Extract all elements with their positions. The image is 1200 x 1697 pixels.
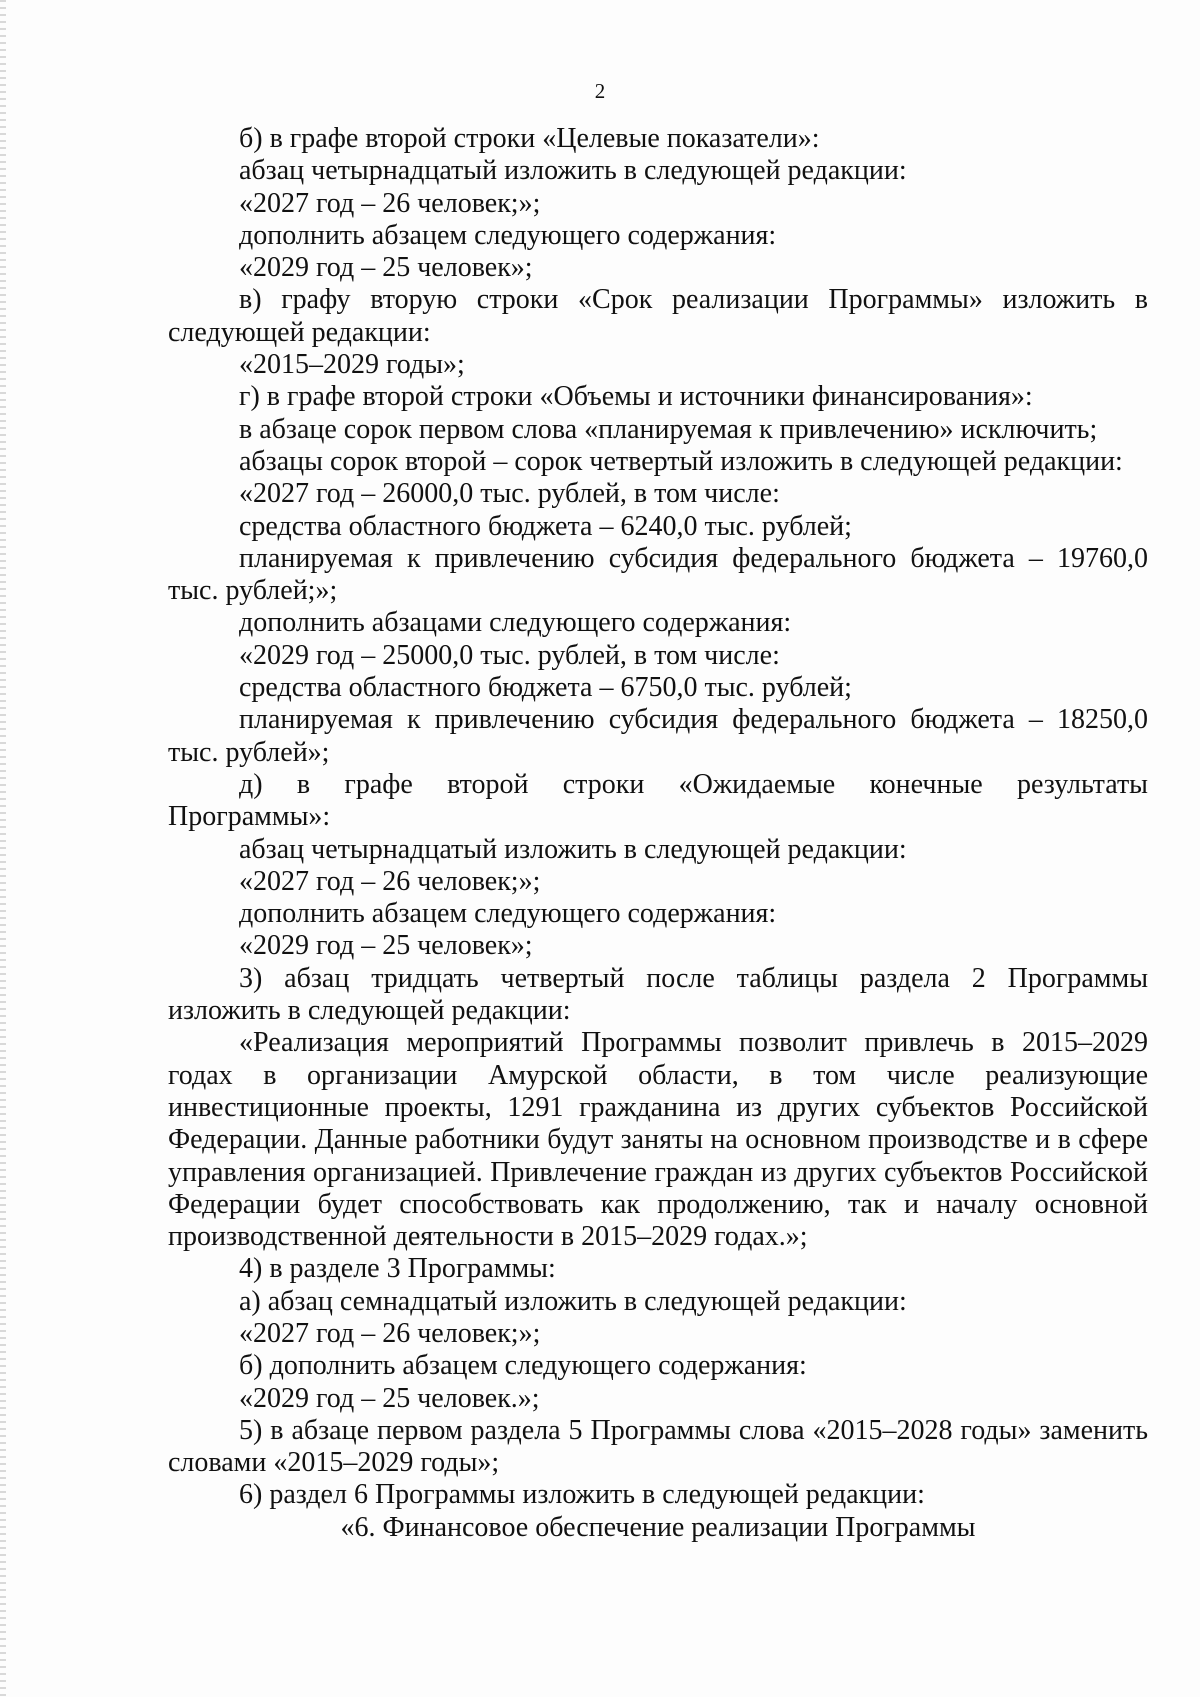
paragraph: «2027 год – 26 человек;»; (239, 1317, 541, 1349)
paragraph: средства областного бюджета – 6750,0 тыс. рублей; (239, 672, 852, 704)
paragraph: абзац четырнадцатый изложить в следующей редакции: (239, 833, 907, 865)
paragraph: а) абзац семнадцатый изложить в следующей редакции: (239, 1285, 907, 1317)
paragraph: д) в графе второй строки «Ожидаемые конечные результаты Программы»: (168, 768, 1148, 833)
paragraph: «2029 год – 25 человек»; (239, 930, 533, 962)
paragraph: б) дополнить абзацем следующего содержания: (239, 1350, 807, 1382)
paragraph: дополнить абзацами следующего содержания: (239, 607, 792, 639)
paragraph: б) в графе второй строки «Целевые показатели»: (239, 123, 820, 154)
paragraph: «2027 год – 26 человек;»; (239, 187, 541, 219)
paragraph: 6) раздел 6 Программы изложить в следующей редакции: (239, 1479, 925, 1511)
paragraph: «2027 год – 26 человек;»; (239, 865, 541, 897)
scan-edge-marks (0, 0, 6, 1697)
paragraph: абзацы сорок второй – сорок четвертый изложить в следующей редакции: (239, 445, 1123, 477)
paragraph: средства областного бюджета – 6240,0 тыс. рублей; (239, 510, 852, 542)
paragraph: дополнить абзацем следующего содержания: (239, 898, 777, 930)
page-number: 2 (594, 79, 606, 103)
paragraph: планируемая к привлечению субсидия федерального бюджета – 19760,0 тыс. рублей;»; (168, 542, 1148, 607)
paragraph: «2029 год – 25000,0 тыс. рублей, в том числе: (239, 639, 780, 671)
paragraph: в) графу вторую строки «Срок реализации Программы» изложить в следующей редакции: (168, 284, 1148, 348)
paragraph: в абзаце сорок первом слова «планируемая к привлечению» исключить; (239, 413, 1098, 445)
paragraph: 4) в разделе 3 Программы: (239, 1253, 556, 1285)
paragraph: абзац четырнадцатый изложить в следующей редакции: (239, 155, 907, 187)
paragraph: планируемая к привлечению субсидия федерального бюджета – 18250,0 тыс. рублей»; (168, 704, 1148, 768)
paragraph: «2029 год – 25 человек»; (239, 252, 533, 284)
paragraph: дополнить абзацем следующего содержания: (239, 219, 777, 251)
paragraph: г) в графе второй строки «Объемы и источники финансирования»: (239, 381, 1033, 413)
section-heading: «6. Финансовое обеспечение реализации Программы (340, 1511, 976, 1543)
paragraph: «2027 год – 26000,0 тыс. рублей, в том числе: (239, 478, 780, 510)
paragraph: «2015–2029 годы»; (239, 349, 465, 381)
document-body (168, 123, 1148, 1544)
paragraph: 5) в абзаце первом раздела 5 Программы слова «2015–2028 годы» заменить словами «2015–2029 годы»; (168, 1414, 1148, 1479)
paragraph: «Реализация мероприятий Программы позволит привлечь в 2015–2029 годах в организации Амурской области, в том числе реализующие инвестиционные проекты, 1291 гражданина из других субъектов Российской Федерации. Данные работники будут заняты на основном производстве и в сфере управления организацией. Привлечение граждан из других субъектов Российской Федерации будет способствовать как продолжению, так и началу основной производственной деятельности в 2015–2029 годах.»; (168, 1027, 1148, 1253)
paragraph: «2029 год – 25 человек.»; (239, 1382, 540, 1414)
paragraph: 3) абзац тридцать четвертый после таблицы раздела 2 Программы изложить в следующей редакции: (168, 962, 1148, 1027)
